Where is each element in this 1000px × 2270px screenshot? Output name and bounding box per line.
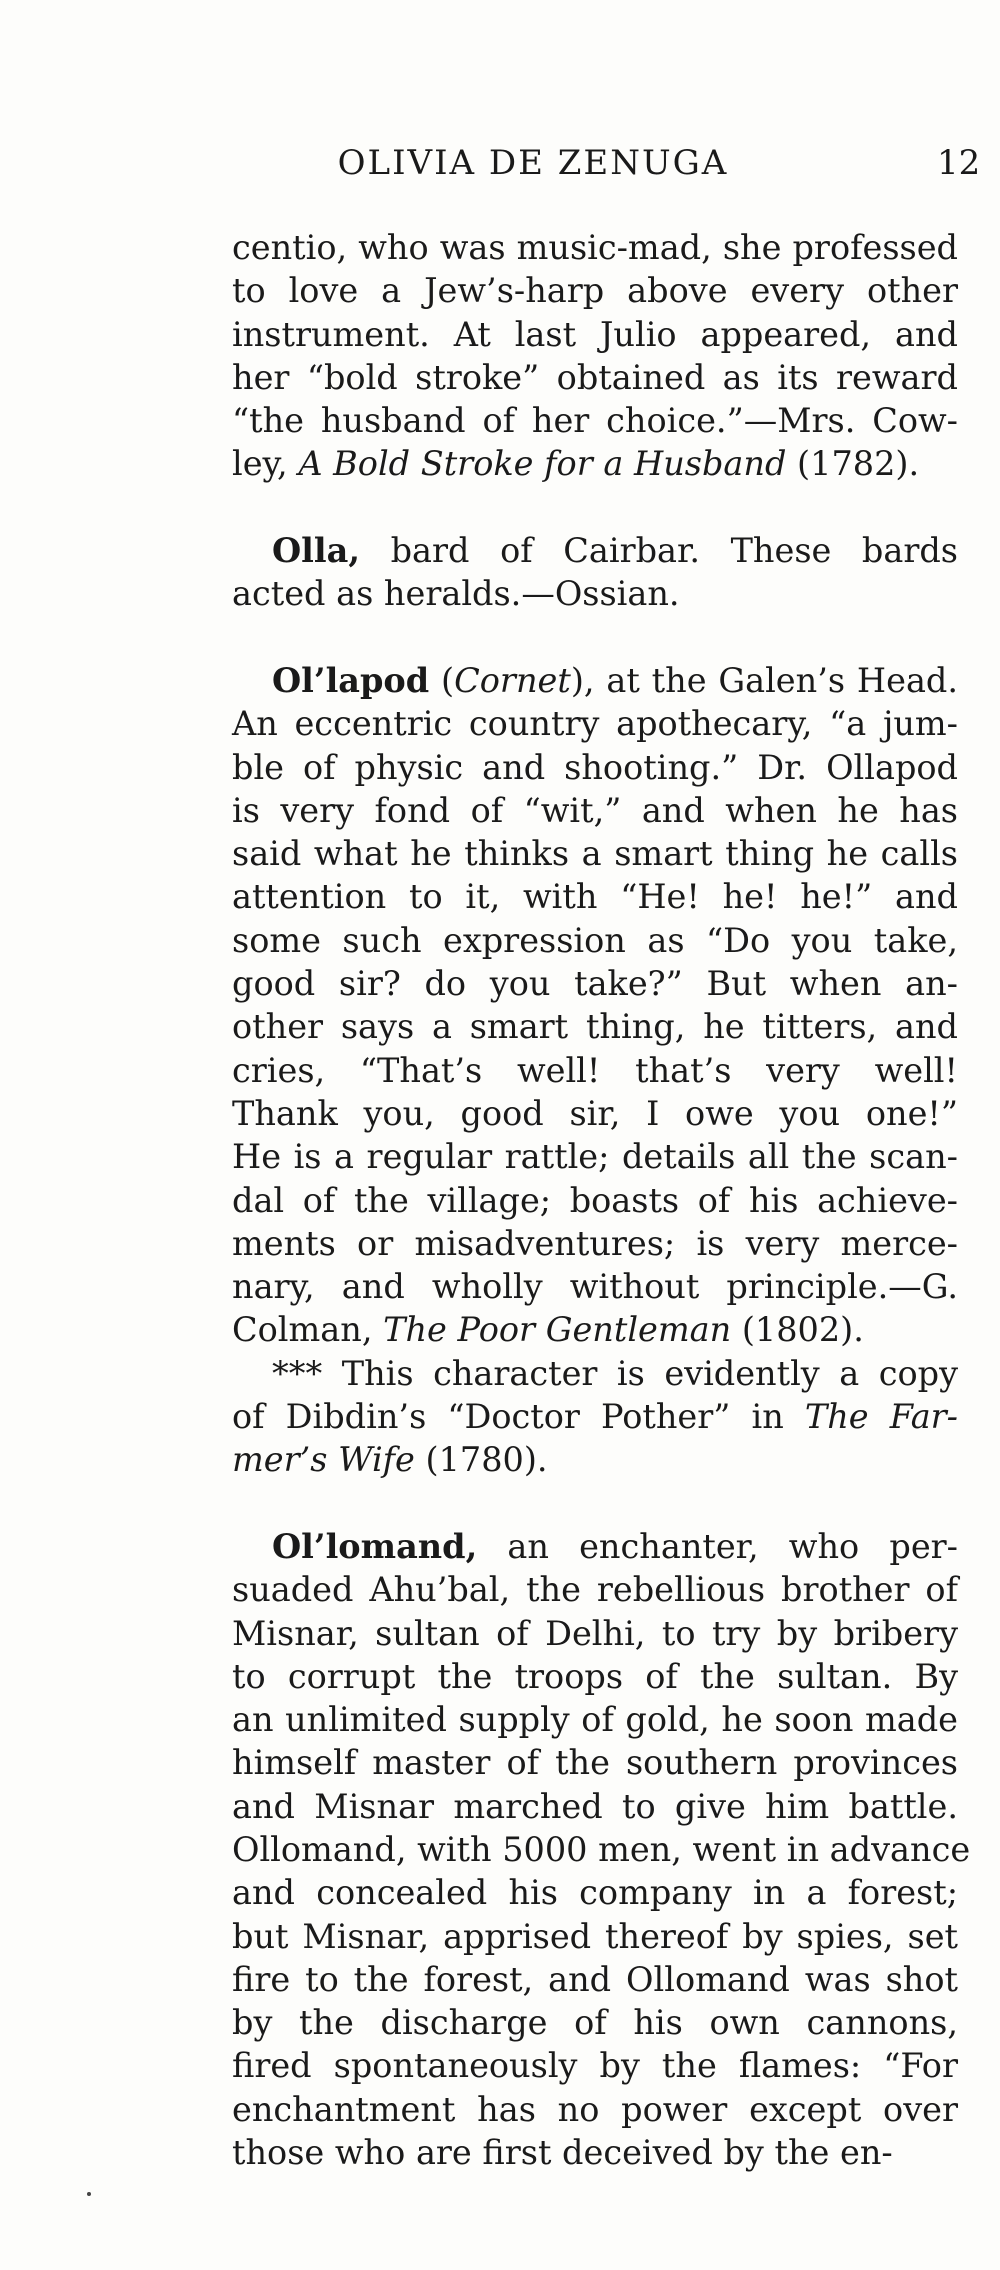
text-line — [232, 1568, 958, 1611]
text-run: Colman, — [232, 1310, 384, 1350]
text-line — [232, 1308, 958, 1351]
italic-title: Cornet — [454, 660, 571, 700]
text-run: (1802). — [731, 1310, 864, 1350]
text-run: *** This character is evidently a copy — [272, 1353, 958, 1393]
text-run: himself master of the southern provinces — [232, 1743, 958, 1783]
text-line — [232, 1871, 958, 1914]
text-run: fire to the forest, and Ollomand was shot — [232, 1959, 958, 1999]
headword: Olla, — [272, 531, 361, 571]
entry-ollomand — [232, 1525, 971, 2174]
text-line — [232, 1785, 958, 1828]
text-run: an enchanter, who per- — [477, 1526, 958, 1566]
text-run: nary, and wholly without principle.—G. — [232, 1267, 958, 1307]
text-run: dal of the village; boasts of his achieve- — [232, 1180, 958, 1220]
entry-ollapod-note — [232, 1352, 958, 1482]
text-line — [232, 1005, 958, 1048]
text-run: good sir? do you take?” But when an- — [232, 964, 958, 1004]
text-run: (1780). — [414, 1440, 548, 1480]
text-line — [232, 269, 958, 312]
entry-continuation — [232, 226, 958, 486]
text-line — [232, 1958, 958, 2001]
running-head — [0, 143, 1000, 193]
text-line — [232, 789, 958, 832]
text-line — [232, 1179, 958, 1222]
text-line — [232, 1395, 958, 1438]
text-run: other says a smart thing, he titters, and — [232, 1007, 958, 1047]
text-run: He is a regular rattle; details all the scan- — [232, 1137, 958, 1177]
text-line — [232, 1438, 958, 1481]
italic-title: A Bold Stroke for a Husband — [298, 444, 787, 484]
text-run: “the husband of her choice.”—Mrs. Cow- — [232, 401, 958, 441]
entry-olla — [232, 529, 958, 616]
text-line — [232, 962, 958, 1005]
text-run: fired spontaneously by the flames: “For — [232, 2046, 958, 2086]
page-number: 12 — [937, 143, 981, 183]
text-run: and concealed his company in a forest; — [232, 1873, 958, 1913]
text-line — [232, 2131, 958, 2174]
text-run: instrument. At last Julio appeared, and — [232, 314, 958, 354]
entry-gap — [232, 486, 958, 529]
text-run: to corrupt the troops of the sultan. By — [232, 1656, 958, 1696]
italic-title: mer’s Wife — [232, 1440, 415, 1480]
text-run: but Misnar, apprised thereof by spies, set — [232, 1916, 958, 1956]
text-run: cries, “That’s well! that’s very well! — [232, 1050, 958, 1090]
text-line — [232, 1915, 958, 1958]
italic-title: The Poor Gentleman — [383, 1310, 732, 1350]
text-run: ments or misadventures; is very merce- — [232, 1223, 958, 1263]
text-run: is very fond of “wit,” and when he has — [232, 790, 958, 830]
text-line — [232, 1525, 958, 1568]
text-line — [232, 1741, 958, 1784]
text-line — [232, 442, 958, 485]
text-line — [232, 832, 958, 875]
text-line — [232, 702, 958, 745]
text-line — [232, 1698, 958, 1741]
text-run: ley, — [232, 444, 299, 484]
text-line — [232, 529, 958, 572]
entry-ollapod — [232, 659, 958, 1352]
text-run: Thank you, good sir, I owe you one!” — [232, 1093, 958, 1133]
text-run: said what he thinks a smart thing he calls — [232, 834, 958, 874]
text-line — [232, 1135, 958, 1178]
italic-title: The Far- — [804, 1397, 958, 1437]
print-speck — [87, 2192, 91, 2196]
text-run: ( — [429, 660, 455, 700]
text-line — [232, 659, 958, 702]
text-run: An eccentric country apothecary, “a jum- — [232, 704, 958, 744]
text-line — [232, 1612, 958, 1655]
text-run: those who are first deceived by the en- — [232, 2133, 893, 2173]
text-run: and Misnar marched to give him battle. — [232, 1786, 958, 1826]
text-line — [232, 746, 958, 789]
text-line — [232, 1092, 958, 1135]
text-line — [232, 875, 958, 918]
text-run: by the discharge of his own cannons, — [232, 2003, 958, 2043]
text-run: some such expression as “Do you take, — [232, 920, 958, 960]
text-run: Misnar, sultan of Delhi, to try by bribery — [232, 1613, 958, 1653]
text-run: acted as heralds.—Ossian. — [232, 574, 680, 614]
text-run: enchantment has no power except over — [232, 2089, 958, 2129]
text-line — [232, 1828, 971, 1871]
headword: Ol’lomand, — [272, 1526, 478, 1566]
headword: Ol’lapod — [272, 660, 430, 700]
text-run: suaded Ahu’bal, the rebellious brother of — [232, 1570, 958, 1610]
text-run: to love a Jew’s-harp above every other — [232, 271, 958, 311]
text-run: ), at the Galen’s Head. — [570, 660, 959, 700]
text-line — [232, 2044, 958, 2087]
text-line — [232, 2088, 958, 2131]
text-line — [232, 1265, 958, 1308]
text-run: of Dibdin’s “Doctor Pother” in — [232, 1397, 805, 1437]
text-line — [232, 919, 958, 962]
running-title: OLIVIA DE ZENUGA — [337, 143, 729, 183]
text-line — [232, 226, 958, 269]
text-run: ble of physic and shooting.” Dr. Ollapod — [232, 747, 958, 787]
entry-gap — [232, 1482, 958, 1525]
entry-gap — [232, 616, 958, 659]
text-run: an unlimited supply of gold, he soon made — [232, 1700, 958, 1740]
text-line — [232, 572, 958, 615]
dictionary-text — [232, 226, 971, 2174]
text-run: bard of Cairbar. These bards — [360, 531, 958, 571]
text-run: Ollomand, with 5000 men, went in advance — [232, 1829, 971, 1869]
text-line — [232, 1049, 958, 1092]
text-line — [232, 1655, 958, 1698]
text-run: attention to it, with “He! he! he!” and — [232, 877, 958, 917]
text-line — [232, 2001, 958, 2044]
text-line — [232, 356, 958, 399]
text-line — [232, 1352, 958, 1395]
text-run: (1782). — [786, 444, 920, 484]
text-line — [232, 1222, 958, 1265]
text-run: her “bold stroke” obtained as its reward — [232, 357, 958, 397]
text-line — [232, 399, 958, 442]
text-line — [232, 313, 958, 356]
text-run: centio, who was music-mad, she professed — [232, 228, 958, 267]
